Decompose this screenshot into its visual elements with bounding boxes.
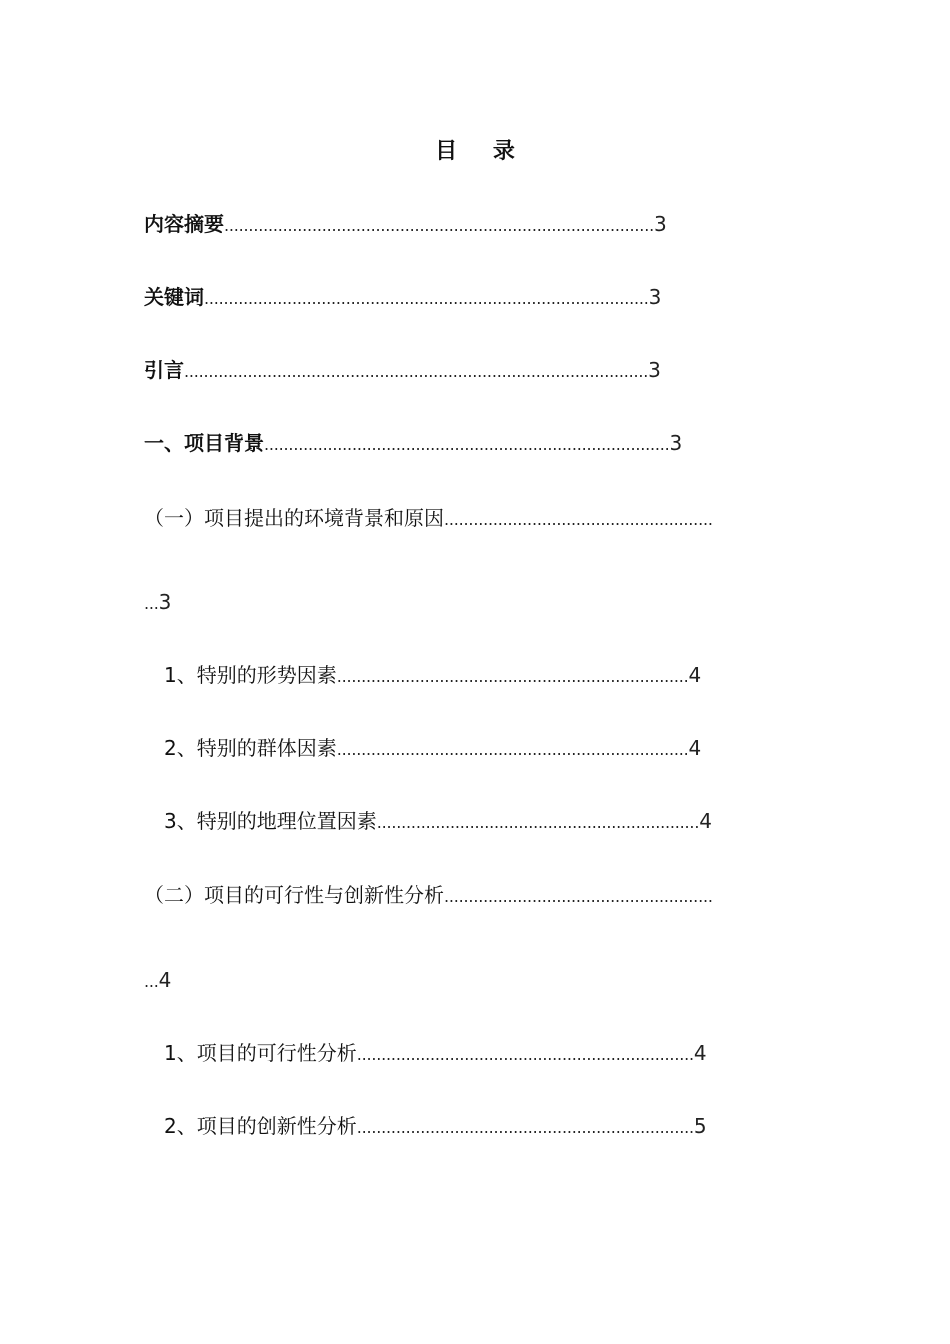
toc-entry-label: 一、项目背景: [144, 431, 264, 455]
toc-leader-dots: ........................................................................................: [224, 216, 654, 235]
toc-entry-item-1-2-1[interactable]: [164, 1038, 707, 1070]
toc-entry-item-1-1-3[interactable]: [164, 806, 712, 838]
toc-leader-dots: .....................................................................: [356, 1045, 694, 1064]
toc-page-number: 4: [688, 663, 702, 687]
toc-entry-label: 关键词: [144, 285, 204, 309]
toc-page-number: 3: [669, 431, 683, 455]
toc-leader-dots: .......................................................: [444, 887, 713, 906]
toc-leader-dots: ...............................................................................................: [184, 362, 649, 381]
toc-page-number: 3: [653, 212, 667, 236]
toc-entry-label: （一）项目提出的环境背景和原因: [144, 506, 444, 530]
toc-leader-dots: ...: [144, 972, 159, 991]
toc-leader-dots: ..................................................................: [376, 813, 700, 832]
toc-entry-subsection-1-2[interactable]: [144, 880, 713, 912]
toc-entry-label: 3、特别的地理位置因素: [164, 809, 377, 833]
toc-entry-continuation: [144, 965, 171, 997]
toc-entry-introduction[interactable]: [144, 355, 661, 387]
toc-page-number: 4: [693, 1041, 707, 1065]
toc-page-number: 3: [648, 358, 661, 382]
toc-entry-label: 1、项目的可行性分析: [164, 1041, 357, 1065]
toc-entry-label: （二）项目的可行性与创新性分析: [144, 883, 444, 907]
toc-entry-label: 内容摘要: [144, 212, 224, 236]
toc-entry-item-1-1-2[interactable]: [164, 733, 701, 765]
toc-entry-label: 2、特别的群体因素: [164, 736, 337, 760]
toc-entry-continuation: [144, 587, 171, 619]
page-title: 目 录: [435, 139, 529, 164]
toc-leader-dots: ...................................................................................: [264, 435, 670, 454]
toc-entry-label: 2、项目的创新性分析: [164, 1114, 357, 1138]
toc-entry-keywords[interactable]: [144, 282, 661, 314]
toc-leader-dots: .......................................................: [444, 510, 713, 529]
toc-leader-dots: ...........................................................................................: [204, 289, 649, 308]
toc-entry-item-1-2-2[interactable]: [164, 1111, 707, 1143]
toc-entry-item-1-1-1[interactable]: [164, 660, 701, 692]
toc-entry-abstract[interactable]: [144, 209, 667, 241]
toc-leader-dots: ........................................................................: [336, 740, 689, 759]
toc-page-number: 3: [648, 285, 662, 309]
toc-page-number: 4: [699, 809, 712, 833]
toc-page-number: 4: [688, 736, 702, 760]
toc-leader-dots: ........................................................................: [336, 667, 689, 686]
toc-entry-label: 引言: [144, 358, 184, 382]
toc-entry-subsection-1-1[interactable]: [144, 503, 713, 535]
toc-page-number: 5: [693, 1114, 707, 1138]
toc-leader-dots: .....................................................................: [356, 1118, 694, 1137]
toc-leader-dots: ...: [144, 594, 159, 613]
toc-entry-label: 1、特别的形势因素: [164, 663, 337, 687]
toc-page-number: 3: [158, 590, 172, 614]
toc-entry-section-1[interactable]: [144, 428, 682, 460]
toc-page-number: 4: [158, 968, 172, 992]
